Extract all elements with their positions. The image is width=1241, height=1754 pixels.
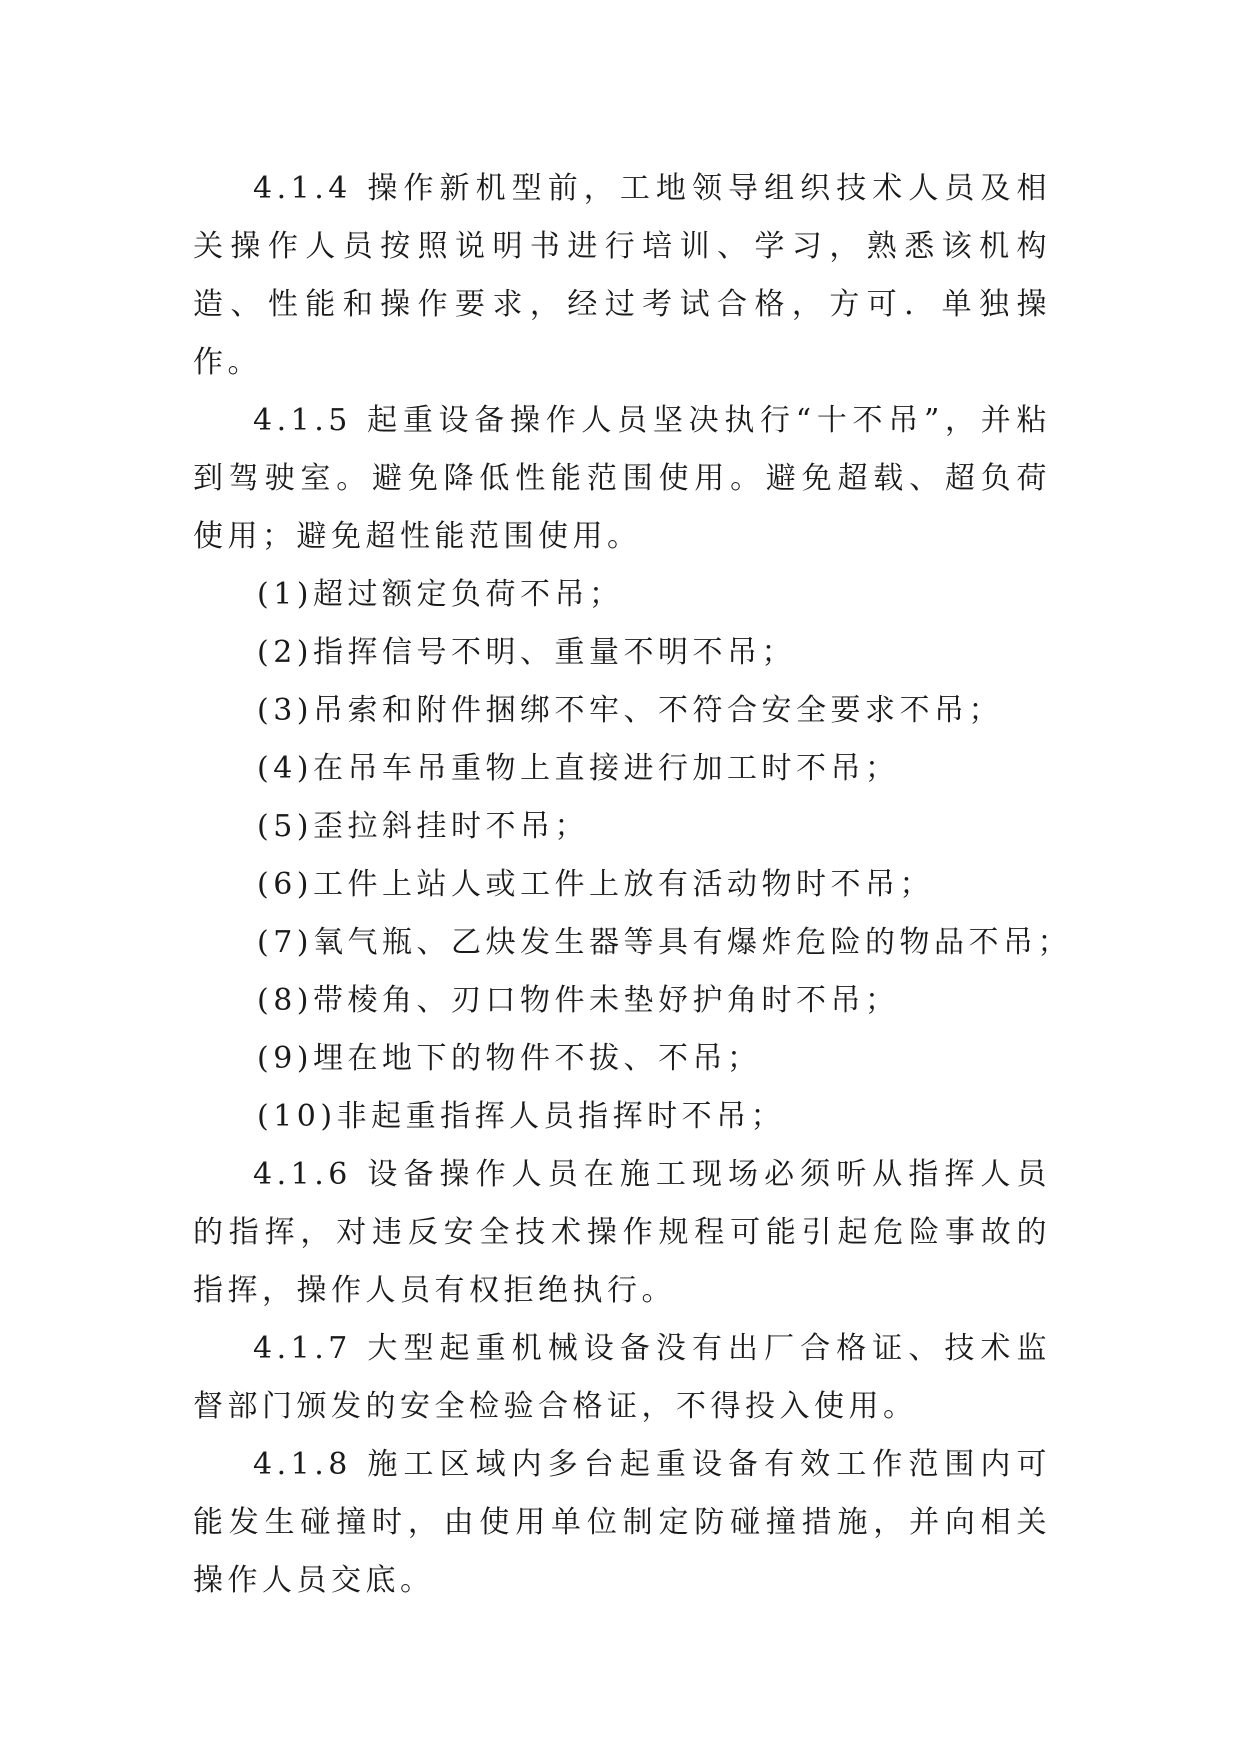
paragraph-4-1-6: 4.1.6 设备操作人员在施工现场必须听从指挥人员的指挥，对违反安全技术操作规程可能引起危险事故的指挥，操作人员有权拒绝执行。 xyxy=(193,1157,1051,1308)
paragraph-4-1-7: 4.1.7 大型起重机械设备没有出厂合格证、技术监督部门颁发的安全检验合格证，不得投入使用。 xyxy=(193,1331,1051,1424)
list-item-9: (9)埋在地下的物件不拔、不吊； xyxy=(257,1041,762,1076)
paragraph-4-1-5: 4.1.5 起重设备操作人员坚决执行“十不吊”，并粘到驾驶室。避免降低性能范围使用。避免超载、超负荷使用；避免超性能范围使用。 xyxy=(193,403,1051,554)
list-item-4: (4)在吊车吊重物上直接进行加工时不吊； xyxy=(257,751,900,786)
paragraph-4-1-8: 4.1.8 施工区域内多台起重设备有效工作范围内可能发生碰撞时，由使用单位制定防碰撞措施，并向相关操作人员交底。 xyxy=(193,1447,1051,1598)
list-item-6: (6)工件上站人或工件上放有活动物时不吊； xyxy=(257,867,934,902)
document-page xyxy=(193,160,1072,1610)
paragraph-4-1-4: 4.1.4 操作新机型前，工地领导组织技术人员及相关操作人员按照说明书进行培训、学习，熟悉该机构造、性能和操作要求，经过考试合格，方可．单独操作。 xyxy=(193,171,1051,380)
list-item-7: (7)氧气瓶、乙炔发生器等具有爆炸危险的物品不吊； xyxy=(257,925,1072,960)
list-item-5: (5)歪拉斜挂时不吊； xyxy=(257,809,589,844)
list-item-3: (3)吊索和附件捆绑不牢、不符合安全要求不吊； xyxy=(257,693,1003,728)
list-item-2: (2)指挥信号不明、重量不明不吊； xyxy=(257,635,796,670)
list-item-1: (1)超过额定负荷不吊； xyxy=(257,577,624,612)
list-item-10: (10)非起重指挥人员指挥时不吊； xyxy=(257,1099,786,1134)
list-item-8: (8)带棱角、刃口物件未垫妤护角时不吊； xyxy=(257,983,900,1018)
